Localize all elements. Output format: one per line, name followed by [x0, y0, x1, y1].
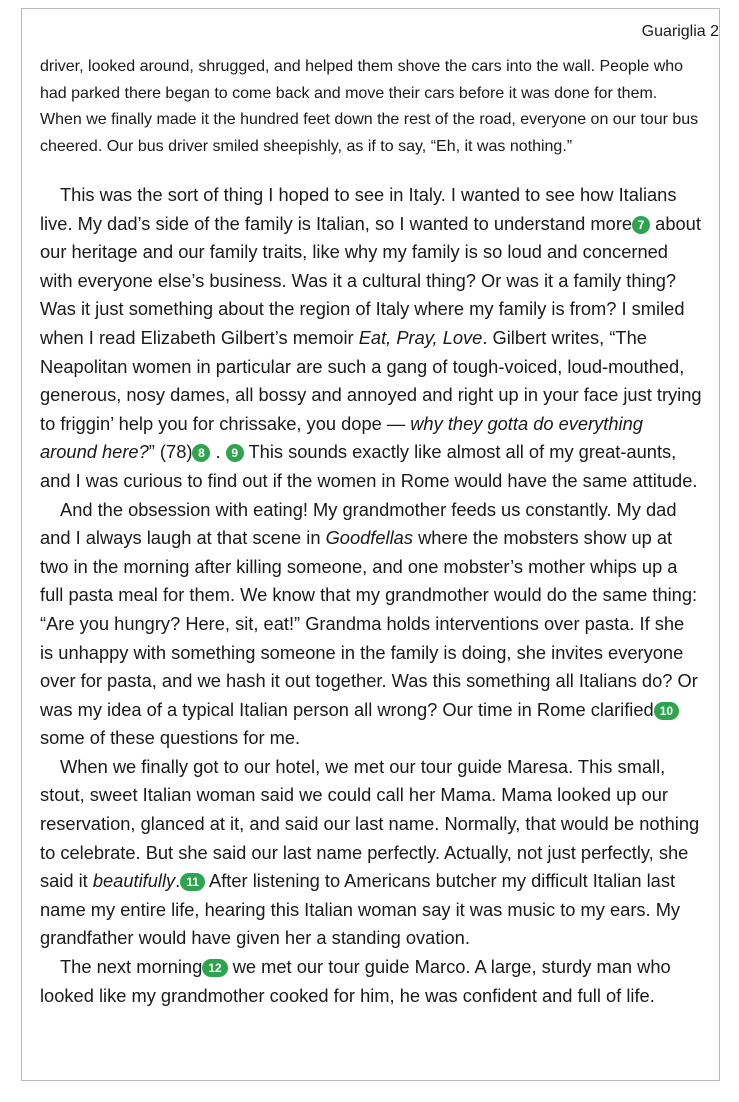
text-run: .	[215, 441, 221, 463]
text-run: .	[175, 870, 181, 892]
paragraph	[40, 953, 702, 1010]
text-run: ” (78)	[148, 441, 193, 463]
continuation-text: driver, looked around, shrugged, and helped them shove the cars into the wall. People who had parked there began to come back and move their cars before it was done for them. When we finally made it the hundred feet down the rest of the road, everyone on our tour bus cheered. Our bus driver smiled sheepishly, as if to say, “Eh, it was nothing.”	[40, 58, 699, 155]
quote-italic: why they gotta do everything around here?	[40, 412, 643, 463]
emphasis: beautifully	[92, 870, 176, 892]
annotation-badge[interactable]: 7	[632, 216, 650, 234]
paragraph	[40, 181, 702, 496]
annotation-badge[interactable]: 8	[192, 444, 210, 462]
text-run: After listening to Americans butcher my difficult Italian last name my entire life, hearing this Italian woman say it was music to my ears. My grandfather would have given her a standing ovation.	[40, 870, 681, 949]
text-run: This was the sort of thing I hoped to see in Italy. I wanted to see how Italians live. My dad’s side of the family is Italian, so I wanted to understand more	[40, 184, 677, 234]
text-run: This sounds exactly like almost all of my great-aunts, and I was curious to find out if the women in Rome would have the same attitude.	[40, 441, 698, 491]
annotation-badge[interactable]: 10	[654, 702, 679, 720]
book-title: Eat, Pray, Love	[358, 326, 483, 348]
essay-body	[40, 181, 702, 1010]
text-run: When we finally got to our hotel, we met our tour guide Maresa. This small, stout, sweet Italian woman said we could call her Mama. Mama looked up our reservation, glanced at it, and said our last name. Normally, that would be nothing to celebrate. But she said our last name perfectly. Actually, not just perfectly, she said it	[40, 755, 700, 892]
text-run: where the mobsters show up at two in the morning after killing someone, and one mobster’s mother whips up a full pasta meal for them. We know that my grandmother would do the same thing: “Are you hungry? Here, sit, eat!” Grandma holds interventions over pasta. If she is unhappy with something someone in the family is doing, she invites everyone over for pasta, and we hash it out together. Was this something all Italians do? Or was my idea of a typical Italian person all wrong? Our time in Rome clarified	[40, 527, 698, 720]
paragraph	[40, 753, 702, 953]
text-run: about our heritage and our family traits, like why my family is so loud and concerned with everyone else’s business. Was it a cultural thing? Or was it a family thing? Was it just something about the region of Italy where my family is from? I smiled when I read Elizabeth Gilbert’s memoir	[40, 212, 701, 348]
annotation-badge[interactable]: 9	[226, 444, 244, 462]
running-head: Guariglia 2	[641, 23, 719, 40]
text-run: And the obsession with eating! My grandmother feeds us constantly. My dad and I always laugh at that scene in	[40, 498, 677, 549]
text-run: we met our tour guide Marco. A large, sturdy man who looked like my grandmother cooked for him, he was confident and full of life.	[40, 956, 671, 1006]
paragraph	[40, 496, 702, 753]
text-run: some of these questions for me.	[40, 727, 301, 749]
text-run: . Gilbert writes, “The Neapolitan women in particular are such a gang of tough-voiced, loud-mouthed, generous, nosy dames, all bossy and annoyed and right up in your face just trying to friggin’ help you for chrissake, you dope —	[40, 326, 702, 434]
film-title: Goodfellas	[325, 527, 413, 549]
continuation-paragraph	[40, 54, 702, 160]
annotation-badge[interactable]: 11	[180, 873, 205, 891]
annotation-badge[interactable]: 12	[202, 959, 227, 977]
text-run: The next morning	[60, 956, 203, 978]
